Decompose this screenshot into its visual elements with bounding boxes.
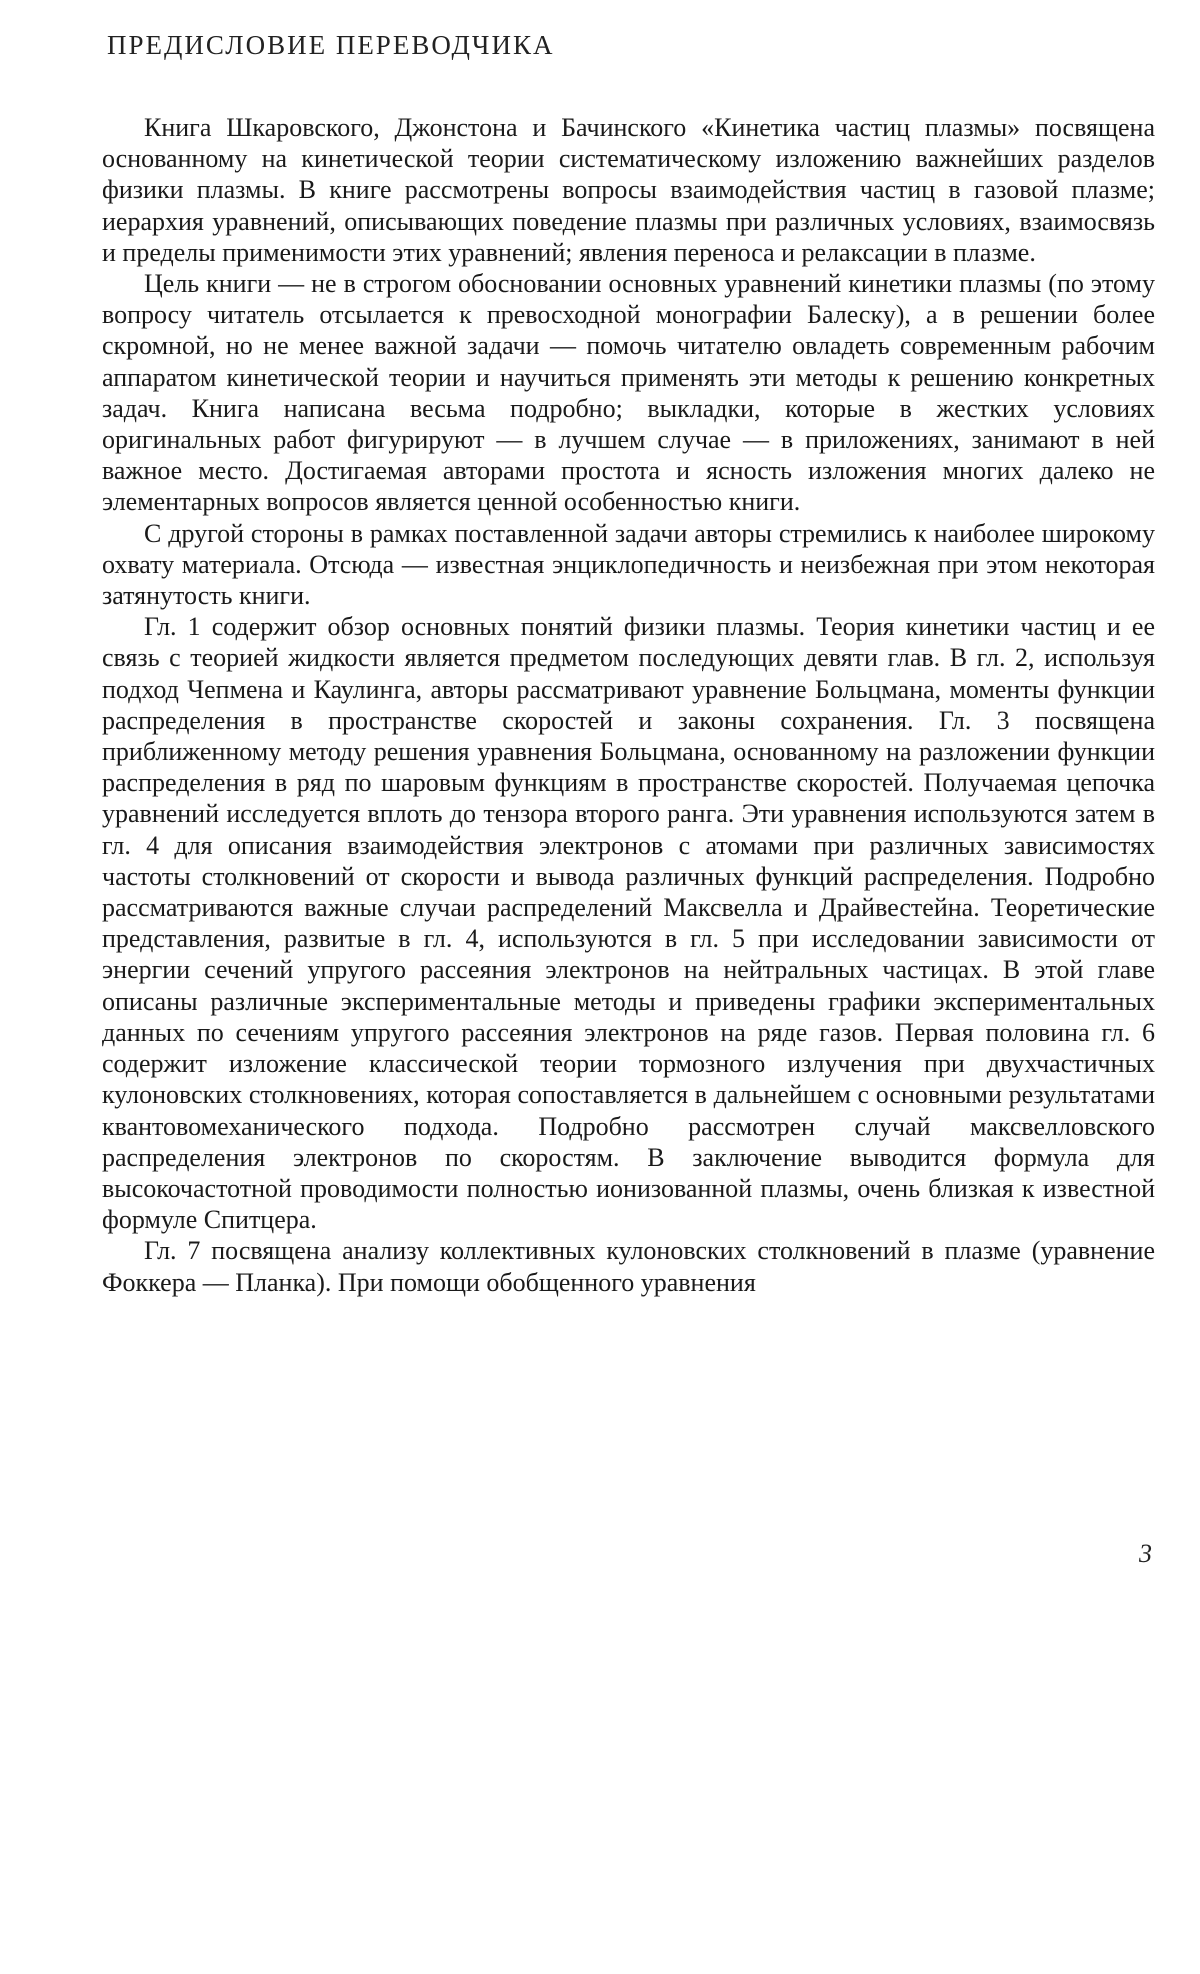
paragraph: Гл. 1 содержит обзор основных понятий физики плазмы. Теория кинетики частиц и ее связь с теорией жидкости является предметом последующих девяти глав. В гл. 2, используя подход Чепмена и Каулинга, авторы рассматривают уравнение Больцмана, моменты функции распределения в пространстве скоростей и законы сохранения. Гл. 3 посвящена приближенному методу решения уравнения Больцмана, основанному на разложении функции распределения в ряд по шаровым функциям в пространстве скоростей. Получаемая цепочка уравнений исследуется вплоть до тензора второго ранга. Эти уравнения используются затем в гл. 4 для описания взаимодействия электронов с атомами при различных зависимостях частоты столкновений от скорости и вывода различных функций распределения. Подробно рассматриваются важные случаи распределений Максвелла и Драйвестейна. Теоретические представления, развитые в гл. 4, используются в гл. 5 при исследовании зависимости от энергии сечений упругого рассеяния электронов на нейтральных частицах. В этой главе описаны различные экспериментальные методы и приведены графики экспериментальных данных по сечениям упругого рассеяния электронов на ряде газов. Первая половина гл. 6 содержит изложение классической теории тормозного излучения при двухчастичных кулоновских столкновениях, которая сопоставляется в дальнейшем с основными результатами квантовомеханического подхода. Подробно рассмотрен случай максвелловского распределения электронов по скоростям. В заключение выводится формула для высокочастотной проводимости полностью ионизованной плазмы, очень близкая к известной формуле Спитцера. [102, 612, 1155, 1235]
paragraph: С другой стороны в рамках поставленной задачи авторы стремились к наиболее широкому охвату материала. Отсюда — известная энциклопедичность и неизбежная при этом некоторая затянутость книги. [102, 518, 1155, 611]
paragraph: Книга Шкаровского, Джонстона и Бачинского «Кинетика частиц плазмы» посвящена основанному на кинетической теории систематическому изложению важнейших разделов физики плазмы. В книге рассмотрены вопросы взаимодействия частиц в газовой плазме; иерархия уравнений, описывающих поведение плазмы при различных условиях, взаимосвязь и пределы применимости этих уравнений; явления переноса и релаксации в плазме. [102, 113, 1155, 267]
paragraph: Гл. 7 посвящена анализу коллективных кулоновских столкновений в плазме (уравнение Фоккера — Планка). При помощи обобщенного уравнения [102, 1236, 1155, 1297]
paragraph: Цель книги — не в строгом обосновании основных уравнений кинетики плазмы (по этому вопросу читатель отсылается к превосходной монографии Балеску), а в решении более скромной, но не менее важной задачи — помочь читателю овладеть современным рабочим аппаратом кинетической теории и научиться применять эти методы к решению конкретных задач. Книга написана весьма подробно; выкладки, которые в жестких условиях оригинальных работ фигурируют — в лучшем случае — в приложениях, занимают в ней важное место. Достигаемая авторами простота и ясность изложения многих далеко не элементарных вопросов является ценной особенностью книги. [102, 269, 1155, 517]
running-head: ПРЕДИСЛОВИЕ ПЕРЕВОДЧИКА [107, 30, 555, 60]
page-number: 3 [1139, 1539, 1152, 1568]
body-text [102, 112, 1155, 1298]
